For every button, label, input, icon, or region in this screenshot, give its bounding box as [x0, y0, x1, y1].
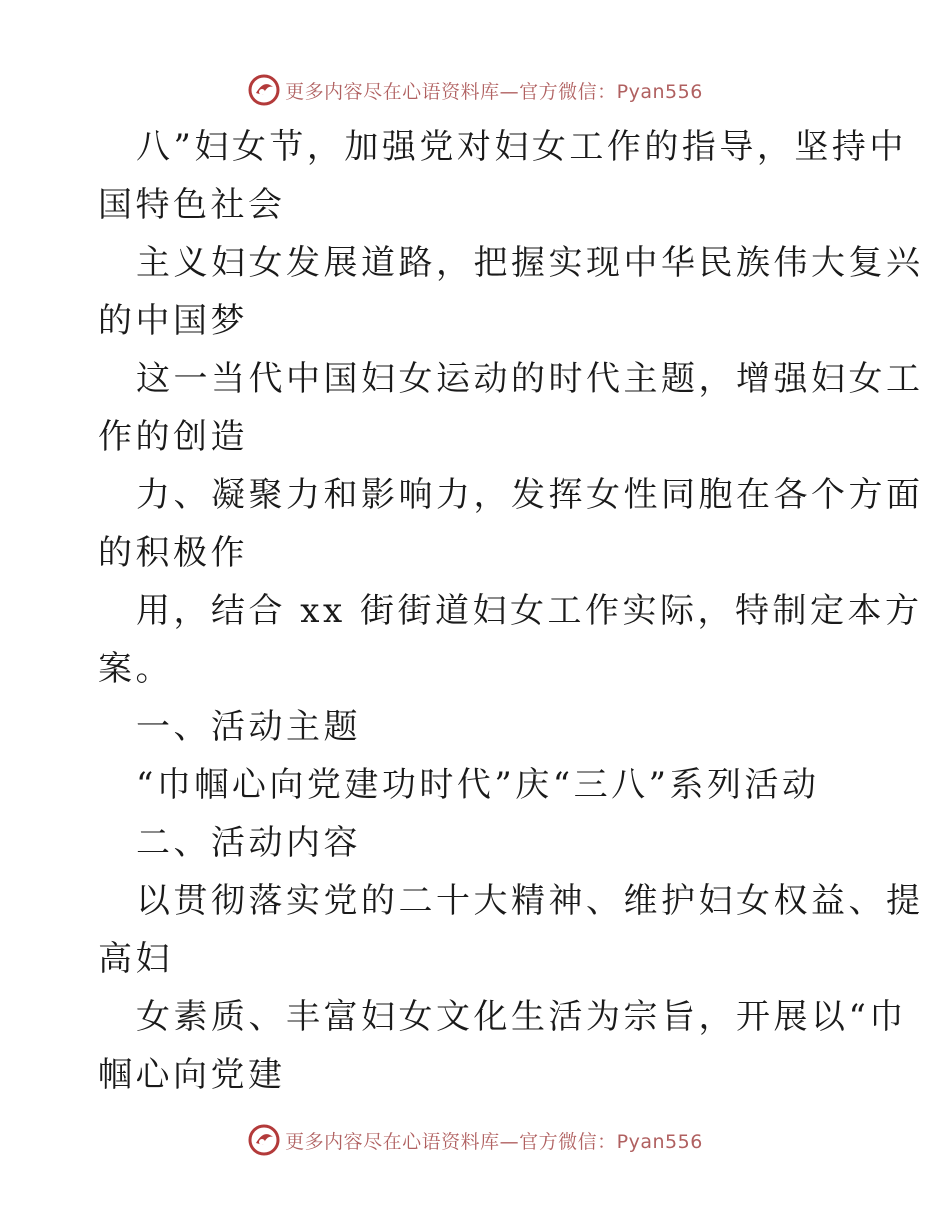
paragraph-line: 以贯彻落实党的二十大精神、维护妇女权益、提 — [136, 881, 924, 921]
paragraph-line: 女素质、丰富妇女文化生活为宗旨，开展以“巾 — [136, 997, 907, 1037]
paragraph-line: 案。 — [98, 649, 173, 689]
red-swirl-logo-icon — [247, 1123, 281, 1157]
watermark-text-bottom: 更多内容尽在心语资料库—官方微信：Pyan556 — [285, 1130, 703, 1153]
paragraph-line: 力、凝聚力和影响力，发挥女性同胞在各个方面 — [136, 475, 924, 515]
section-heading-content: 二、活动内容 — [136, 823, 361, 863]
activity-title: “巾帼心向党建功时代”庆“三八”系列活动 — [136, 765, 820, 805]
paragraph-line: 八”妇女节，加强党对妇女工作的指导，坚持中 — [136, 127, 907, 167]
watermark-banner-top — [0, 70, 950, 110]
paragraph-line: 的积极作 — [98, 533, 248, 573]
paragraph-line: 主义妇女发展道路，把握实现中华民族伟大复兴 — [136, 243, 924, 283]
watermark-text-top: 更多内容尽在心语资料库—官方微信：Pyan556 — [285, 80, 703, 103]
red-swirl-logo-icon — [247, 73, 281, 107]
paragraph-line: 国特色社会 — [98, 185, 286, 225]
paragraph-line: 帼心向党建 — [98, 1055, 286, 1095]
paragraph-line: 的中国梦 — [98, 301, 248, 341]
paragraph-line: 作的创造 — [98, 417, 248, 457]
watermark-banner-bottom — [0, 1120, 950, 1160]
paragraph-line: 这一当代中国妇女运动的时代主题，增强妇女工 — [136, 359, 924, 399]
paragraph-line: 用，结合 xx 街街道妇女工作实际，特制定本方 — [136, 591, 923, 631]
paragraph-line: 高妇 — [98, 939, 173, 979]
section-heading-theme: 一、活动主题 — [136, 707, 361, 747]
